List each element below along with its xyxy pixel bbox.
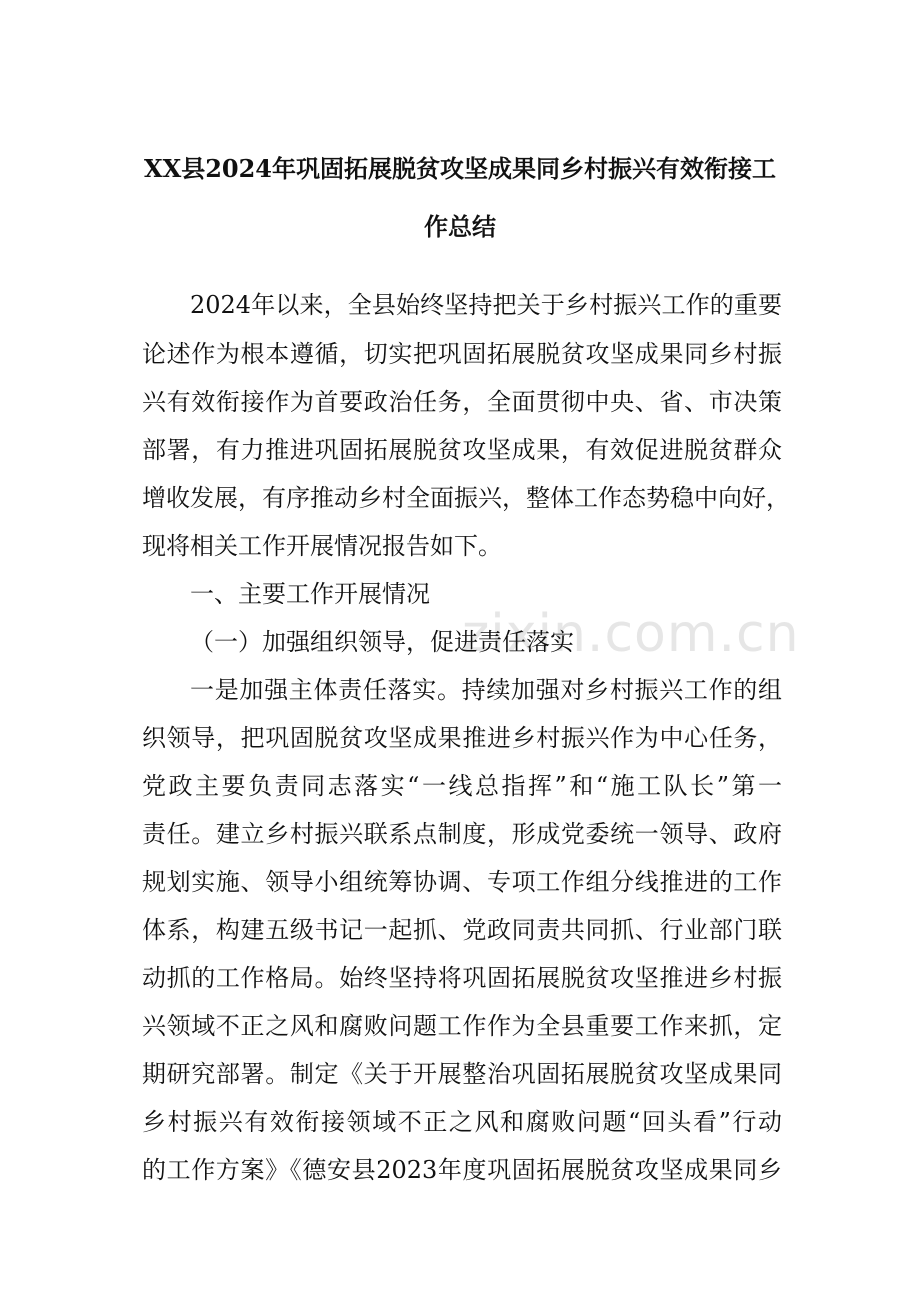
paragraph-line: 一是加强主体责任落实。持续加强对乡村振兴工作的组 [190,676,782,704]
paragraph-line: 规划实施、领导小组统筹协调、专项工作组分线推进的工作 [142,868,782,896]
paragraph-line: 动抓的工作格局。始终坚持将巩固拓展脱贫攻坚推进乡村振 [142,964,782,992]
paragraph-line: 体系，构建五级书记一起抓、党政同责共同抓、行业部门联 [142,916,782,944]
paragraph-line: 党政主要负责同志落实“一线总指挥”和“施工队长”第一 [142,772,782,800]
paragraph-line: 2024年以来，全县始终坚持把关于乡村振兴工作的重要 [190,291,782,319]
paragraph-line: 期研究部署。制定《关于开展整治巩固拓展脱贫攻坚成果同 [142,1060,782,1088]
paragraph-line: 织领导，把巩固脱贫攻坚成果推进乡村振兴作为中心任务， [142,724,782,752]
paragraph-line: 增收发展，有序推动乡村全面振兴，整体工作态势稳中向好， [142,484,790,512]
paragraph-line: 兴有效衔接作为首要政治任务，全面贯彻中央、省、市决策 [142,388,782,416]
subsection-heading: （一）加强组织领导，促进责任落实 [190,628,574,656]
paragraph-line: 乡村振兴有效衔接领域不正之风和腐败问题“回头看”行动 [142,1108,782,1136]
paragraph-line: 兴领域不正之风和腐败问题工作作为全县重要工作来抓，定 [142,1012,782,1040]
paragraph-line: 现将相关工作开展情况报告如下。 [142,532,502,560]
watermark: zixin.com.cn [462,604,800,664]
paragraph-line: 的工作方案》《德安县2023年度巩固拓展脱贫攻坚成果同乡 [142,1156,782,1184]
document-title-line-1: XX县2024年巩固拓展脱贫攻坚成果同乡村振兴有效衔接工 [143,154,777,183]
document-title-line-2: 作总结 [424,212,496,241]
paragraph-line: 论述作为根本遵循，切实把巩固拓展脱贫攻坚成果同乡村振 [142,340,782,368]
paragraph-line: 责任。建立乡村振兴联系点制度，形成党委统一领导、政府 [142,820,782,848]
paragraph-line: 部署，有力推进巩固拓展脱贫攻坚成果，有效促进脱贫群众 [142,436,782,464]
section-heading: 一、主要工作开展情况 [190,580,430,608]
